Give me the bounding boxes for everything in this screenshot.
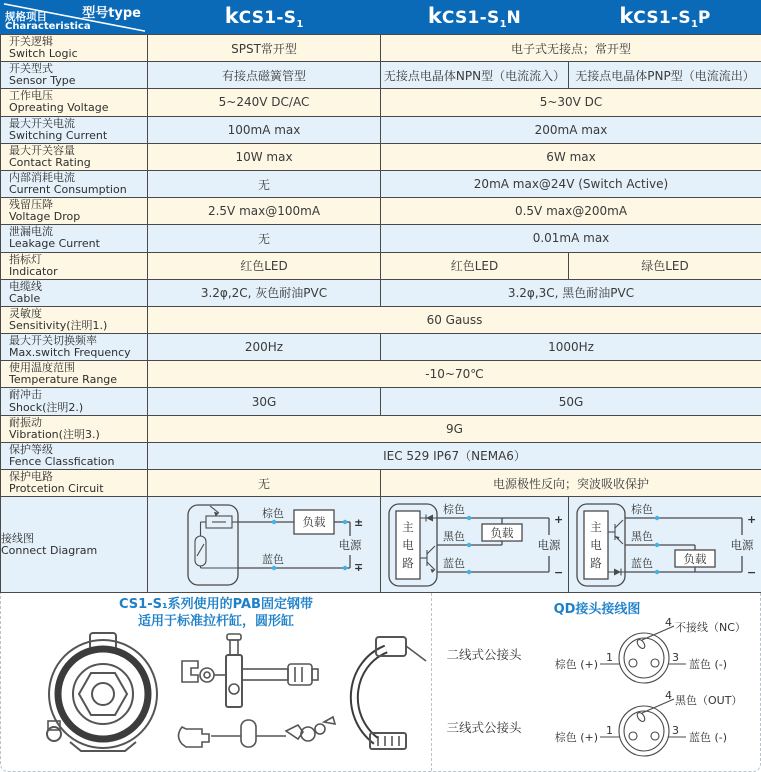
table-row xyxy=(1,470,761,497)
svg-text:1: 1 xyxy=(606,651,613,664)
table-row xyxy=(1,442,761,469)
spec-value: 3.2φ,2C, 灰色耐油PVC xyxy=(148,279,381,306)
spec-value: 200mA max xyxy=(381,116,761,143)
svg-text:电: 电 xyxy=(590,538,602,552)
row-label: 灵敏度 Sensitivity(注明1.) xyxy=(1,306,148,333)
table-row xyxy=(1,62,761,89)
svg-text:±: ± xyxy=(354,516,363,529)
product-mounting-illustration xyxy=(4,631,428,755)
table-row xyxy=(1,415,761,442)
row-label: 最大开关电流 Switching Current xyxy=(1,116,148,143)
svg-text:黑色（OUT）: 黑色（OUT） xyxy=(675,694,742,707)
two-wire-connector-label: 二线式公接头 xyxy=(434,645,534,663)
svg-text:黑色: 黑色 xyxy=(443,530,465,543)
row-label: 耐冲击 Shock(注明2.) xyxy=(1,388,148,415)
qd-connector-panel xyxy=(432,593,760,771)
svg-text:3: 3 xyxy=(672,651,679,664)
two-wire-connector-row xyxy=(434,617,760,690)
table-row xyxy=(1,35,761,62)
spec-value: 100mA max xyxy=(148,116,381,143)
spec-value: 200Hz xyxy=(148,334,381,361)
wiring-diagram-cell-s1p xyxy=(569,497,761,593)
svg-text:蓝色 (-): 蓝色 (-) xyxy=(689,657,727,671)
table-row xyxy=(1,306,761,333)
pab-band-note xyxy=(1,593,431,631)
spec-value: 无 xyxy=(148,170,381,197)
row-label: 开关型式 Sensor Type xyxy=(1,62,148,89)
svg-text:电源: 电源 xyxy=(538,538,561,552)
spec-value: 1000Hz xyxy=(381,334,761,361)
wiring-diagram-npn xyxy=(381,498,567,592)
spec-value: SPST常开型 xyxy=(148,35,381,62)
note-line-1: CS1-S₁系列使用的PAB固定钢带 xyxy=(1,597,431,614)
svg-text:−: − xyxy=(554,566,563,579)
header-corner-cell xyxy=(1,1,148,35)
spec-value: -10~70℃ xyxy=(148,361,761,388)
table-row xyxy=(1,225,761,252)
svg-text:∓: ∓ xyxy=(354,561,363,574)
spec-value: IEC 529 IP67（NEMA6） xyxy=(148,442,761,469)
svg-text:负载: 负载 xyxy=(303,515,326,529)
spec-value: 电子式无接点；常开型 xyxy=(381,35,761,62)
svg-text:蓝色 (-): 蓝色 (-) xyxy=(689,730,727,744)
svg-text:+: + xyxy=(554,513,563,526)
spec-value: 红色LED xyxy=(148,252,381,279)
model-header-cs1-s1n: $kCS1-S_1N$ xyxy=(381,1,569,35)
spec-value: 0.01mA max xyxy=(381,225,761,252)
spec-value: 无 xyxy=(148,470,381,497)
three-wire-connector-diagram xyxy=(534,691,756,763)
spec-value: 5~240V DC/AC xyxy=(148,89,381,116)
table-header-row xyxy=(1,1,761,35)
row-label: 电缆线 Cable xyxy=(1,279,148,306)
svg-text:棕色: 棕色 xyxy=(443,502,465,516)
spec-value: 5~30V DC xyxy=(381,89,761,116)
svg-text:电: 电 xyxy=(402,538,414,552)
spec-value: 无接点电晶体PNP型（电流流出） xyxy=(569,62,761,89)
svg-text:1: 1 xyxy=(606,724,613,737)
wiring-diagram-pnp xyxy=(569,498,760,592)
table-row xyxy=(1,334,761,361)
svg-text:主: 主 xyxy=(402,520,414,534)
spec-value: 绿色LED xyxy=(569,252,761,279)
spec-value: 0.5V max@200mA xyxy=(381,198,761,225)
svg-text:3: 3 xyxy=(672,724,679,737)
wiring-diagram-cell-s1 xyxy=(148,497,381,593)
table-row xyxy=(1,279,761,306)
svg-text:4: 4 xyxy=(665,691,672,702)
svg-text:电源: 电源 xyxy=(731,538,754,552)
row-label: 使用温度范围 Temperature Range xyxy=(1,361,148,388)
header-type-label: 型号type xyxy=(82,2,141,21)
table-row xyxy=(1,388,761,415)
wiring-diagram-cell-s1n xyxy=(381,497,569,593)
row-label: 残留压降 Voltage Drop xyxy=(1,198,148,225)
header-characteristica-en: Characteristica xyxy=(5,22,91,32)
spec-value: 20mA max@24V (Switch Active) xyxy=(381,170,761,197)
row-label: 开关逻辑 Switch Logic xyxy=(1,35,148,62)
two-wire-connector-diagram xyxy=(534,618,756,690)
mounting-band-panel xyxy=(1,593,432,771)
svg-text:棕色: 棕色 xyxy=(262,506,284,520)
svg-text:不接线（NC）: 不接线（NC） xyxy=(675,620,746,634)
spec-value: 50G xyxy=(381,388,761,415)
spec-value: 6W max xyxy=(381,143,761,170)
table-row xyxy=(1,89,761,116)
spec-value: 电源极性反向；突波吸收保护 xyxy=(381,470,761,497)
row-label: 指标灯 Indicator xyxy=(1,252,148,279)
spec-value: 2.5V max@100mA xyxy=(148,198,381,225)
row-label: 最大开关容量 Contact Rating xyxy=(1,143,148,170)
svg-text:棕色 (+): 棕色 (+) xyxy=(555,657,598,671)
table-row xyxy=(1,361,761,388)
svg-text:+: + xyxy=(747,513,756,526)
table-row xyxy=(1,252,761,279)
svg-text:负载: 负载 xyxy=(684,552,707,566)
spec-value: 有接点磁簧管型 xyxy=(148,62,381,89)
row-label: 接线图 Connect Diagram xyxy=(1,497,148,593)
model-header-cs1-s1: $kCS1-S_1$ xyxy=(148,1,381,35)
row-label: 最大开关切换频率 Max.switch Frequency xyxy=(1,334,148,361)
svg-text:路: 路 xyxy=(402,556,414,570)
wiring-diagram-reed xyxy=(148,498,379,592)
svg-text:4: 4 xyxy=(665,618,672,629)
row-label: 保护电路 Protcetion Circuit xyxy=(1,470,148,497)
note-line-2: 适用于标准拉杆缸，圆形缸 xyxy=(1,614,431,631)
header-characteristica-cn: 规格项目 xyxy=(5,12,47,23)
svg-text:蓝色: 蓝色 xyxy=(631,556,653,570)
svg-text:主: 主 xyxy=(590,520,602,534)
three-wire-connector-label: 三线式公接头 xyxy=(434,718,534,736)
model-header-cs1-s1p: $kCS1-S_1P$ xyxy=(569,1,761,35)
svg-text:电源: 电源 xyxy=(339,538,362,552)
bottom-section xyxy=(0,593,761,772)
spec-value: 10W max xyxy=(148,143,381,170)
three-wire-connector-row xyxy=(434,690,760,763)
row-label: 耐振动 Vibration(注明3.) xyxy=(1,415,148,442)
row-label: 内部消耗电流 Current Consumption xyxy=(1,170,148,197)
svg-text:−: − xyxy=(747,566,756,579)
svg-text:蓝色: 蓝色 xyxy=(262,552,284,566)
svg-text:棕色: 棕色 xyxy=(631,502,653,516)
svg-text:黑色: 黑色 xyxy=(631,530,653,543)
svg-text:棕色 (+): 棕色 (+) xyxy=(555,730,598,744)
qd-diagram-title: QD接头接线图 xyxy=(434,593,760,617)
svg-text:路: 路 xyxy=(590,556,602,570)
table-row xyxy=(1,170,761,197)
table-row xyxy=(1,143,761,170)
spec-value: 30G xyxy=(148,388,381,415)
row-label: 保护等级 Fence Classfication xyxy=(1,442,148,469)
table-row xyxy=(1,198,761,225)
row-label: 泄漏电流 Leakage Current xyxy=(1,225,148,252)
connect-diagram-row xyxy=(1,497,761,593)
spec-value: 3.2φ,3C, 黑色耐油PVC xyxy=(381,279,761,306)
table-row xyxy=(1,116,761,143)
spec-value: 9G xyxy=(148,415,761,442)
spec-value: 无接点电晶体NPN型（电流流入） xyxy=(381,62,569,89)
svg-text:负载: 负载 xyxy=(491,526,514,540)
spec-value: 60 Gauss xyxy=(148,306,761,333)
spec-value: 无 xyxy=(148,225,381,252)
svg-text:蓝色: 蓝色 xyxy=(443,556,465,570)
row-label: 工作电压 Opreating Voltage xyxy=(1,89,148,116)
spec-value: 红色LED xyxy=(381,252,569,279)
